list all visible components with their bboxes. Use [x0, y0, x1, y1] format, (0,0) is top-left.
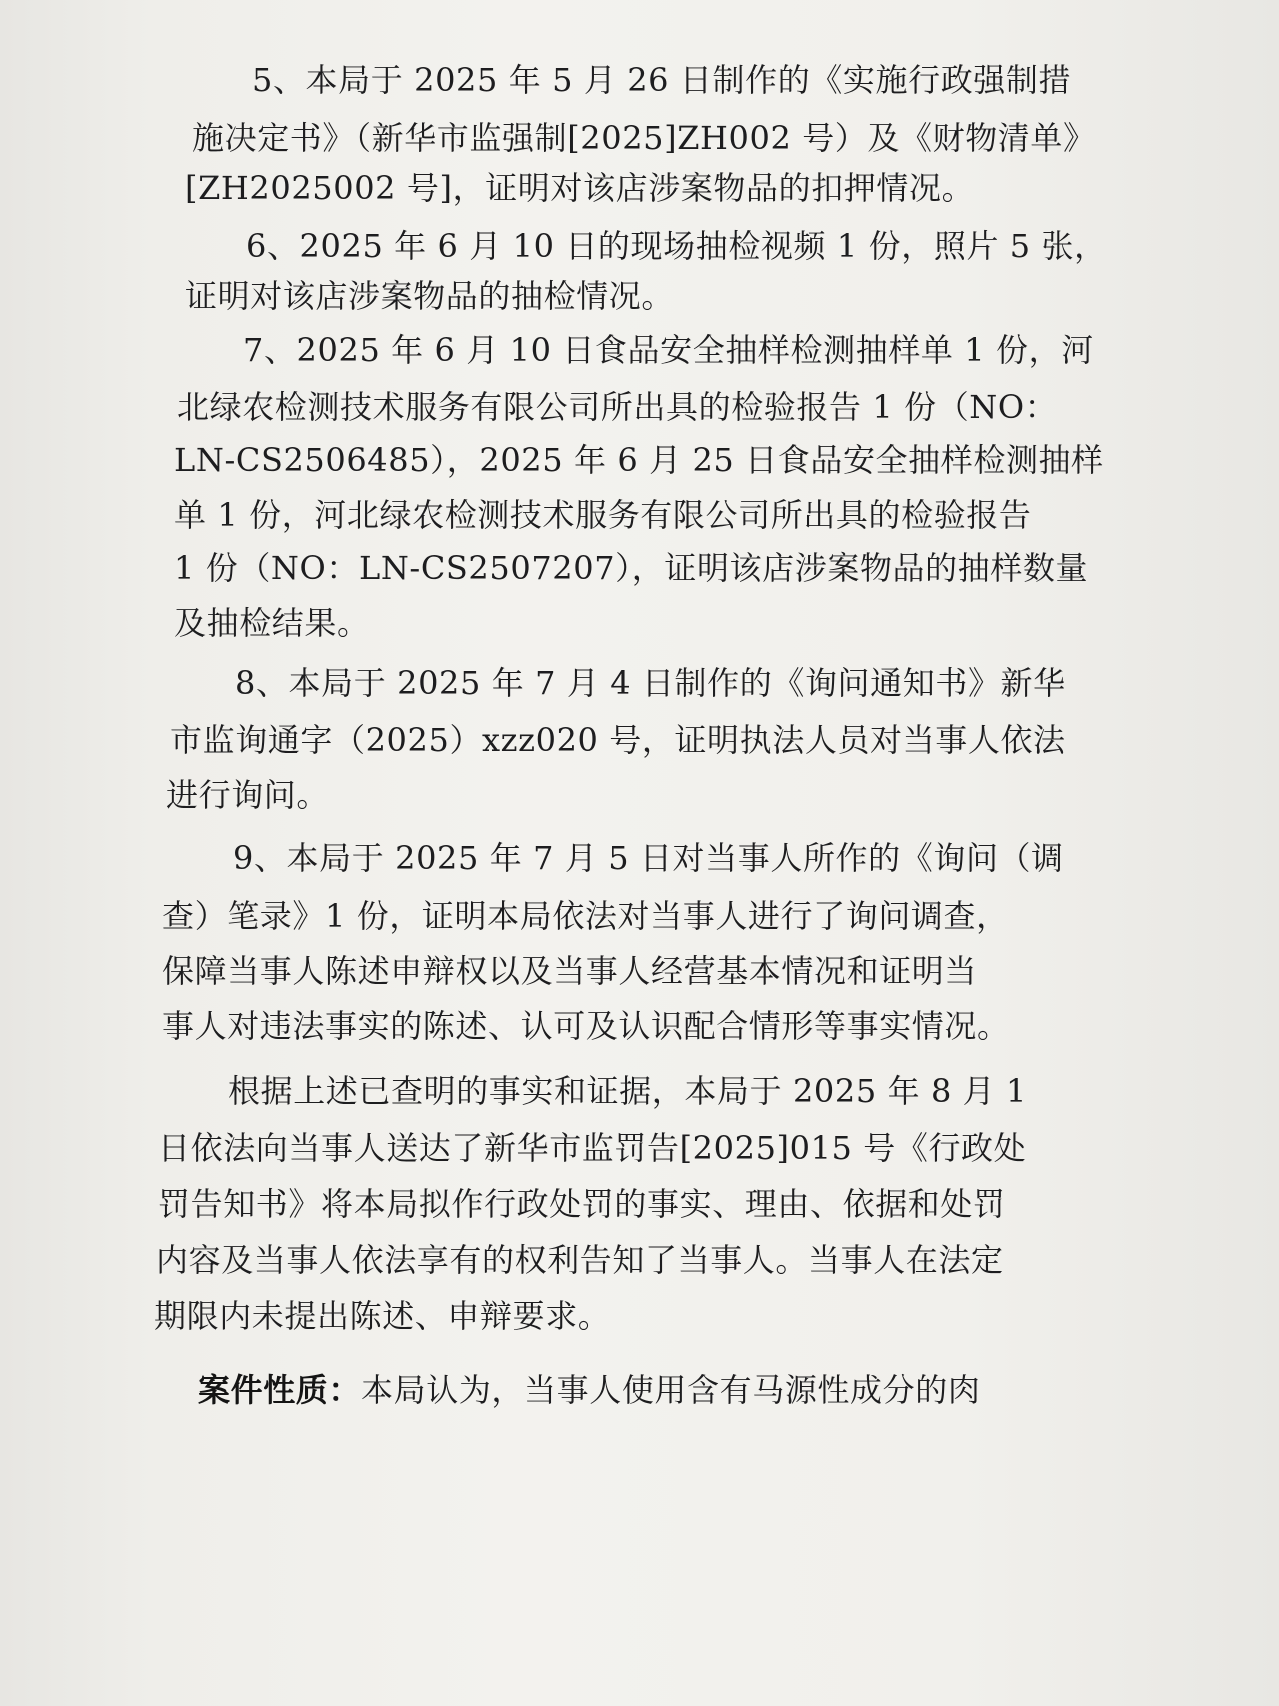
text-line: 保障当事人陈述申辩权以及当事人经营基本情况和证明当: [162, 952, 978, 990]
text-line: LN-CS2506485），2025 年 6 月 25 日食品安全抽样检测抽样: [174, 441, 1104, 479]
text-line: 北绿农检测技术服务有限公司所出具的检验报告 1 份（NO：: [177, 388, 1058, 426]
text-line: 8、本局于 2025 年 7 月 4 日制作的《询问通知书》新华: [235, 664, 1066, 702]
text-line: 事人对违法事实的陈述、认可及认识配合情形等事实情况。: [162, 1007, 1010, 1045]
text-line: 市监询通字（2025）xzz020 号，证明执法人员对当事人依法: [170, 721, 1066, 759]
text-line: 单 1 份，河北绿农检测技术服务有限公司所出具的检验报告: [174, 496, 1032, 534]
text-line: 9、本局于 2025 年 7 月 5 日对当事人所作的《询问（调: [233, 839, 1064, 877]
text-line: 根据上述已查明的事实和证据，本局于 2025 年 8 月 1: [228, 1072, 1028, 1110]
text-line: 7、2025 年 6 月 10 日食品安全抽样检测抽样单 1 份，河: [243, 331, 1094, 369]
text-line: 施决定书》（新华市监强制[2025]ZH002 号）及《财物清单》: [192, 119, 1096, 157]
text-line: 日依法向当事人送达了新华市监罚告[2025]015 号《行政处: [158, 1129, 1027, 1167]
text-line: 1 份（NO：LN-CS2507207），证明该店涉案物品的抽样数量: [174, 549, 1089, 587]
text-line: 及抽检结果。: [174, 604, 370, 642]
text-line: [ZH2025002 号]，证明对该店涉案物品的扣押情况。: [185, 169, 975, 207]
text-line: 期限内未提出陈述、申辩要求。: [154, 1297, 611, 1335]
text-line: 6、2025 年 6 月 10 日的现场抽检视频 1 份，照片 5 张，: [246, 227, 1107, 265]
text-line: 进行询问。: [166, 776, 330, 814]
text-line: 罚告知书》将本局拟作行政处罚的事实、理由、依据和处罚: [158, 1185, 1006, 1223]
case-nature-text: 本局认为，当事人使用含有马源性成分的肉: [361, 1371, 981, 1409]
case-nature-line: [198, 1370, 980, 1410]
case-nature-label: 案件性质：: [198, 1371, 362, 1409]
text-line: 查）笔录》1 份，证明本局依法对当事人进行了询问调查，: [162, 897, 1009, 935]
text-line: 证明对该店涉案物品的抽检情况。: [185, 277, 675, 315]
text-line: 5、本局于 2025 年 5 月 26 日制作的《实施行政强制措: [252, 61, 1072, 99]
text-line: 内容及当事人依法享有的权利告知了当事人。当事人在法定: [156, 1241, 1004, 1279]
